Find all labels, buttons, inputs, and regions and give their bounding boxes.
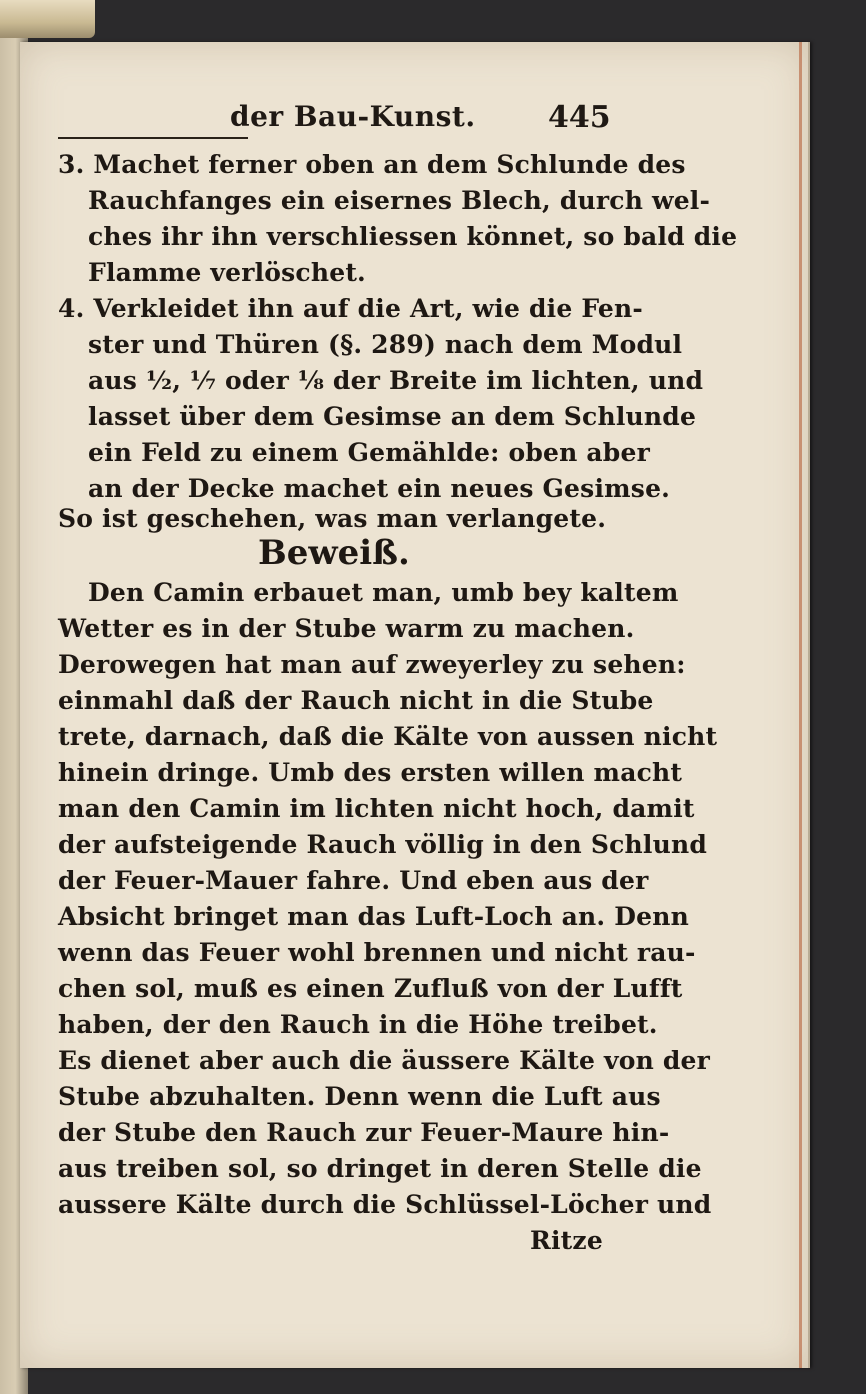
step-4-line-5: ein Feld zu einem Gemählde: oben aber bbox=[88, 438, 650, 467]
proof-line: wenn das Feuer wohl brennen und nicht rau- bbox=[58, 938, 696, 967]
page-number: 445 bbox=[548, 100, 611, 135]
proof-line: Stube abzuhalten. Denn wenn die Luft aus bbox=[58, 1082, 661, 1111]
proof-line: trete, darnach, daß die Kälte von aussen nicht bbox=[58, 722, 718, 751]
proof-line: aussere Kälte durch die Schlüssel-Löcher und bbox=[58, 1190, 712, 1219]
proof-line: Absicht bringet man das Luft-Loch an. Denn bbox=[58, 902, 689, 931]
proof-line: der Feuer-Mauer fahre. Und eben aus der bbox=[58, 866, 649, 895]
proof-line: der Stube den Rauch zur Feuer-Maure hin- bbox=[58, 1118, 670, 1147]
proof-line: Wetter es in der Stube warm zu machen. bbox=[58, 614, 635, 643]
proof-line: Den Camin erbauet man, umb bey kaltem bbox=[88, 578, 679, 607]
conclusion-line: So ist geschehen, was man verlangete. bbox=[58, 504, 607, 533]
step-4-line-1: 4. Verkleidet ihn auf die Art, wie die Fen- bbox=[58, 294, 643, 323]
step-4-line-2: ster und Thüren (§. 289) nach dem Modul bbox=[88, 330, 683, 359]
proof-line: der aufsteigende Rauch völlig in den Schlund bbox=[58, 830, 707, 859]
page-edge bbox=[799, 42, 802, 1368]
step-3-line-4: Flamme verlöschet. bbox=[88, 258, 366, 287]
step-3-line-3: ches ihr ihn verschliessen könnet, so bald die bbox=[88, 222, 738, 251]
proof-line: chen sol, muß es einen Zufluß von der Lufft bbox=[58, 974, 683, 1003]
proof-line: einmahl daß der Rauch nicht in die Stube bbox=[58, 686, 654, 715]
proof-line: aus treiben sol, so dringet in deren Stelle die bbox=[58, 1154, 702, 1183]
step-3-line-1: 3. Machet ferner oben an dem Schlunde des bbox=[58, 150, 686, 179]
proof-line: Es dienet aber auch die äussere Kälte von der bbox=[58, 1046, 711, 1075]
proof-line: hinein dringe. Umb des ersten willen macht bbox=[58, 758, 683, 787]
proof-line: haben, der den Rauch in die Höhe treibet. bbox=[58, 1010, 658, 1039]
proof-line: man den Camin im lichten nicht hoch, damit bbox=[58, 794, 695, 823]
catchword: Ritze bbox=[530, 1226, 603, 1255]
proof-heading: Beweiß. bbox=[258, 533, 410, 573]
step-4-line-4: lasset über dem Gesimse an dem Schlunde bbox=[88, 402, 697, 431]
running-head: der Bau-Kunst. bbox=[230, 100, 476, 133]
step-3-line-2: Rauchfanges ein eisernes Blech, durch wel- bbox=[88, 186, 711, 215]
proof-line: Derowegen hat man auf zweyerley zu sehen: bbox=[58, 650, 686, 679]
step-4-line-6: an der Decke machet ein neues Gesimse. bbox=[88, 474, 671, 503]
step-4-line-3: aus ½, ⅐ oder ⅛ der Breite im lichten, und bbox=[88, 366, 704, 395]
header-rule bbox=[58, 137, 248, 139]
page-clip bbox=[0, 0, 95, 38]
